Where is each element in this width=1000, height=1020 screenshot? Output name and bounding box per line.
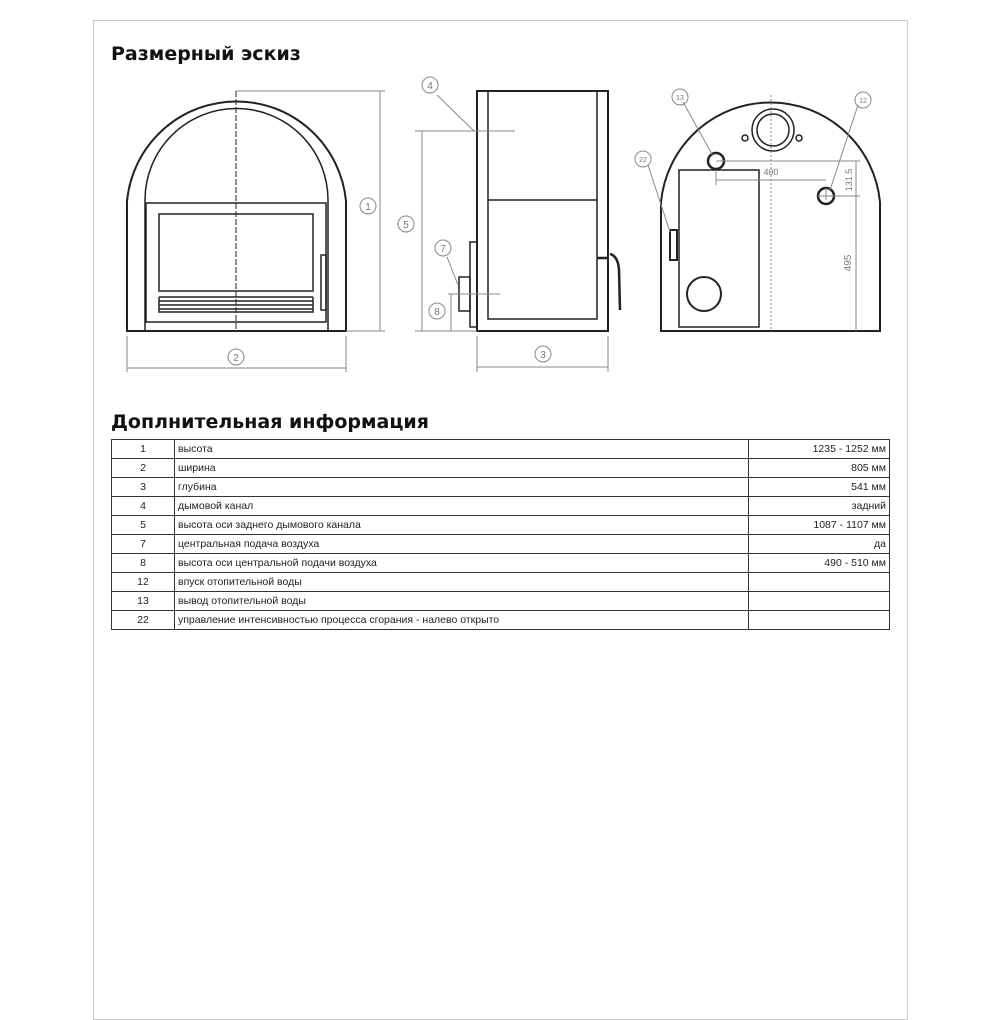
table-row xyxy=(112,478,890,497)
rear-view xyxy=(648,95,880,331)
label-4: 4 xyxy=(427,81,433,92)
info-title: Доплнительная информация xyxy=(111,411,429,433)
row-number: 5 xyxy=(112,516,175,535)
label-1: 1 xyxy=(365,202,371,213)
info-table xyxy=(111,439,890,630)
row-number: 1 xyxy=(112,440,175,459)
row-label: вывод отопительной воды xyxy=(175,592,749,611)
label-13: 13 xyxy=(676,95,684,102)
table-row xyxy=(112,497,890,516)
row-number: 22 xyxy=(112,611,175,630)
row-value xyxy=(749,611,890,630)
row-number: 2 xyxy=(112,459,175,478)
label-12: 12 xyxy=(859,98,867,105)
table-row xyxy=(112,611,890,630)
label-2: 2 xyxy=(233,353,239,364)
dim-400: 400 xyxy=(763,167,779,177)
side-view xyxy=(415,91,620,372)
table-row xyxy=(112,554,890,573)
row-value xyxy=(749,573,890,592)
row-label: дымовой канал xyxy=(175,497,749,516)
row-number: 3 xyxy=(112,478,175,497)
row-value xyxy=(749,592,890,611)
table-row xyxy=(112,459,890,478)
row-number: 7 xyxy=(112,535,175,554)
label-8: 8 xyxy=(434,307,440,318)
row-value: задний xyxy=(749,497,890,516)
table-row xyxy=(112,440,890,459)
row-number: 13 xyxy=(112,592,175,611)
row-value: да xyxy=(749,535,890,554)
table-row xyxy=(112,592,890,611)
row-label: впуск отопительной воды xyxy=(175,573,749,592)
row-value: 805 мм xyxy=(749,459,890,478)
dimension-drawing xyxy=(0,0,1000,400)
row-label: центральная подача воздуха xyxy=(175,535,749,554)
row-value: 1087 - 1107 мм xyxy=(749,516,890,535)
label-7: 7 xyxy=(440,244,446,255)
row-value: 541 мм xyxy=(749,478,890,497)
dim-495: 495 xyxy=(843,254,854,272)
row-value: 490 - 510 мм xyxy=(749,554,890,573)
table-row xyxy=(112,535,890,554)
dim-131-5: 131.5 xyxy=(844,168,854,192)
row-label: высота оси заднего дымового канала xyxy=(175,516,749,535)
label-22: 22 xyxy=(639,157,647,164)
row-number: 8 xyxy=(112,554,175,573)
row-label: высота оси центральной подачи воздуха xyxy=(175,554,749,573)
row-label: управление интенсивностью процесса сгорания - налево открыто xyxy=(175,611,749,630)
row-number: 12 xyxy=(112,573,175,592)
row-number: 4 xyxy=(112,497,175,516)
label-3: 3 xyxy=(540,350,546,361)
row-label: глубина xyxy=(175,478,749,497)
table-row xyxy=(112,573,890,592)
front-view xyxy=(127,91,385,372)
table-row xyxy=(112,516,890,535)
label-5: 5 xyxy=(403,220,409,231)
row-value: 1235 - 1252 мм xyxy=(749,440,890,459)
sketch-title: Размерный эскиз xyxy=(111,43,301,65)
row-label: высота xyxy=(175,440,749,459)
row-label: ширина xyxy=(175,459,749,478)
